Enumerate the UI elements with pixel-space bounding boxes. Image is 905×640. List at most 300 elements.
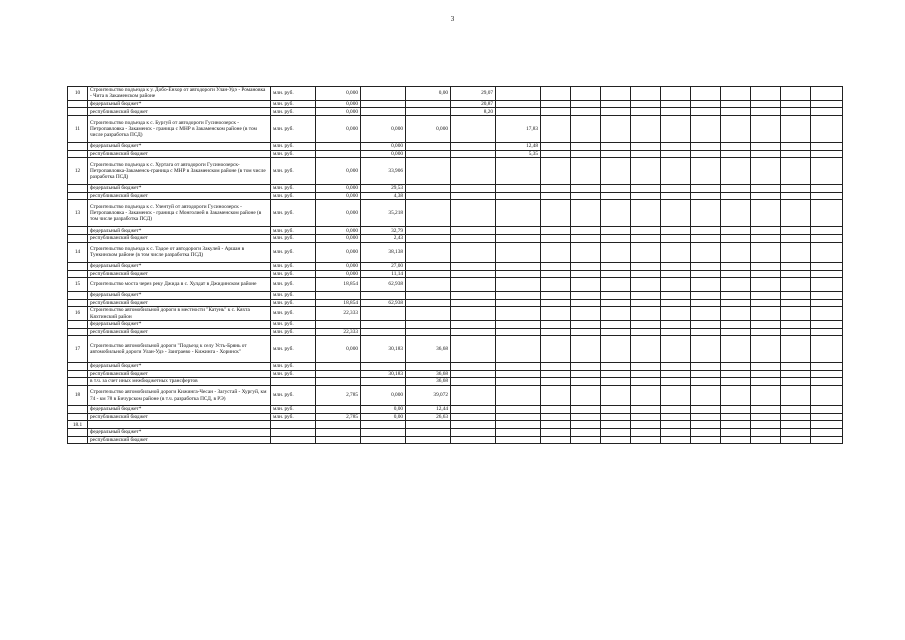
empty-cell [751, 270, 781, 278]
empty-cell [721, 242, 751, 262]
row-value-2 [361, 363, 406, 371]
empty-cell [691, 142, 721, 150]
empty-cell [601, 158, 631, 185]
row-name: республиканский бюджет [88, 270, 271, 278]
row-value-4 [451, 413, 496, 421]
row-value-4 [451, 320, 496, 328]
empty-cell [541, 320, 571, 328]
row-unit: млн. руб. [271, 363, 316, 371]
empty-cell [571, 429, 601, 437]
row-unit: млн. руб. [271, 307, 316, 321]
empty-cell [571, 142, 601, 150]
empty-cell [631, 185, 661, 193]
row-value-2 [361, 307, 406, 321]
row-unit: млн. руб. [271, 142, 316, 150]
row-number: 16 [68, 307, 88, 321]
empty-cell [811, 328, 843, 336]
row-value-1: 0,000 [316, 158, 361, 185]
row-number [68, 378, 88, 386]
empty-cell [541, 299, 571, 307]
empty-cell [541, 108, 571, 116]
empty-cell [781, 158, 811, 185]
empty-cell [751, 262, 781, 270]
row-name: республиканский бюджет [88, 150, 271, 158]
row-value-1: 0,000 [316, 242, 361, 262]
empty-cell [691, 378, 721, 386]
row-unit: млн. руб. [271, 320, 316, 328]
row-value-3 [406, 421, 451, 429]
empty-cell [691, 363, 721, 371]
empty-cell [721, 421, 751, 429]
row-name: республиканский бюджет [88, 370, 271, 378]
empty-cell [661, 278, 691, 292]
empty-cell [811, 158, 843, 185]
row-value-5 [496, 185, 541, 193]
empty-cell [631, 363, 661, 371]
row-name: федеральный бюджет* [88, 429, 271, 437]
row-value-3 [406, 150, 451, 158]
row-value-4 [451, 115, 496, 142]
row-number [68, 108, 88, 116]
row-value-3: 12,44 [406, 406, 451, 414]
empty-cell [541, 278, 571, 292]
row-name: федеральный бюджет* [88, 185, 271, 193]
empty-cell [571, 100, 601, 108]
row-value-4 [451, 307, 496, 321]
empty-cell [601, 413, 631, 421]
empty-cell [661, 370, 691, 378]
row-unit: млн. руб. [271, 87, 316, 101]
empty-cell [661, 385, 691, 405]
row-number: 10 [68, 87, 88, 101]
empty-cell [811, 320, 843, 328]
row-unit: млн. руб. [271, 242, 316, 262]
empty-cell [631, 406, 661, 414]
row-value-1: 0,000 [316, 192, 361, 200]
empty-cell [661, 436, 691, 444]
empty-cell [751, 87, 781, 101]
row-value-1: 0,000 [316, 185, 361, 193]
row-number [68, 320, 88, 328]
empty-cell [661, 307, 691, 321]
row-value-5 [496, 270, 541, 278]
budget-table [67, 86, 843, 444]
row-unit: млн. руб. [271, 108, 316, 116]
row-value-3 [406, 192, 451, 200]
empty-cell [751, 200, 781, 227]
empty-cell [691, 234, 721, 242]
row-number [68, 192, 88, 200]
empty-cell [811, 108, 843, 116]
empty-cell [661, 142, 691, 150]
empty-cell [721, 200, 751, 227]
empty-cell [571, 406, 601, 414]
table-row [68, 336, 843, 363]
empty-cell [781, 200, 811, 227]
row-value-4 [451, 336, 496, 363]
row-unit: млн. руб. [271, 406, 316, 414]
row-value-3 [406, 108, 451, 116]
row-value-1: 0,000 [316, 336, 361, 363]
row-value-5 [496, 200, 541, 227]
row-value-4 [451, 291, 496, 299]
empty-cell [571, 413, 601, 421]
row-value-1: 2,785 [316, 413, 361, 421]
empty-cell [721, 234, 751, 242]
empty-cell [811, 200, 843, 227]
empty-cell [781, 185, 811, 193]
empty-cell [661, 320, 691, 328]
page-number: 3 [450, 15, 455, 23]
row-value-4 [451, 200, 496, 227]
row-unit: млн. руб. [271, 413, 316, 421]
empty-cell [571, 436, 601, 444]
row-number: 15 [68, 278, 88, 292]
empty-cell [661, 421, 691, 429]
empty-cell [541, 185, 571, 193]
row-value-5 [496, 429, 541, 437]
table-row [68, 87, 843, 101]
empty-cell [691, 278, 721, 292]
empty-cell [541, 436, 571, 444]
empty-cell [721, 192, 751, 200]
empty-cell [631, 100, 661, 108]
empty-cell [691, 413, 721, 421]
empty-cell [721, 278, 751, 292]
row-number: 11 [68, 115, 88, 142]
empty-cell [721, 108, 751, 116]
row-value-2 [361, 421, 406, 429]
empty-cell [751, 336, 781, 363]
row-value-5 [496, 378, 541, 386]
row-value-5 [496, 108, 541, 116]
empty-cell [541, 158, 571, 185]
empty-cell [811, 406, 843, 414]
empty-cell [631, 413, 661, 421]
empty-cell [601, 363, 631, 371]
empty-cell [631, 262, 661, 270]
empty-cell [751, 363, 781, 371]
empty-cell [571, 87, 601, 101]
empty-cell [541, 115, 571, 142]
row-value-3 [406, 363, 451, 371]
row-value-5 [496, 406, 541, 414]
empty-cell [691, 108, 721, 116]
empty-cell [631, 87, 661, 101]
empty-cell [691, 307, 721, 321]
row-value-5 [496, 320, 541, 328]
row-value-4 [451, 328, 496, 336]
empty-cell [751, 328, 781, 336]
row-value-4: 8,20 [451, 108, 496, 116]
row-unit [271, 421, 316, 429]
empty-cell [601, 242, 631, 262]
empty-cell [631, 436, 661, 444]
empty-cell [601, 234, 631, 242]
empty-cell [721, 413, 751, 421]
table-row [68, 234, 843, 242]
empty-cell [811, 242, 843, 262]
empty-cell [811, 262, 843, 270]
empty-cell [661, 234, 691, 242]
empty-cell [541, 385, 571, 405]
row-number [68, 406, 88, 414]
empty-cell [601, 370, 631, 378]
empty-cell [691, 158, 721, 185]
table-row [68, 192, 843, 200]
empty-cell [691, 429, 721, 437]
budget-table-body [68, 87, 843, 444]
empty-cell [811, 291, 843, 299]
table-row [68, 115, 843, 142]
empty-cell [781, 242, 811, 262]
row-value-3 [406, 328, 451, 336]
empty-cell [781, 262, 811, 270]
empty-cell [601, 87, 631, 101]
empty-cell [691, 406, 721, 414]
row-value-1 [316, 436, 361, 444]
row-value-1: 18,854 [316, 299, 361, 307]
empty-cell [751, 385, 781, 405]
empty-cell [691, 370, 721, 378]
row-value-3 [406, 270, 451, 278]
row-name: Строительство подъезда к у. Добо-Енхор от автодороги Улан-Удэ - Романовка - Чита в Закаменском районе [88, 87, 271, 101]
empty-cell [661, 192, 691, 200]
empty-cell [571, 185, 601, 193]
empty-cell [631, 370, 661, 378]
row-value-5: 5,35 [496, 150, 541, 158]
row-value-5 [496, 370, 541, 378]
row-value-5 [496, 100, 541, 108]
empty-cell [571, 336, 601, 363]
empty-cell [631, 150, 661, 158]
empty-cell [601, 336, 631, 363]
empty-cell [661, 108, 691, 116]
row-value-3 [406, 200, 451, 227]
row-unit: млн. руб. [271, 227, 316, 235]
empty-cell [571, 378, 601, 386]
empty-cell [811, 363, 843, 371]
row-value-2 [361, 429, 406, 437]
row-value-4 [451, 150, 496, 158]
row-number: 14 [68, 242, 88, 262]
table-row [68, 262, 843, 270]
empty-cell [601, 385, 631, 405]
empty-cell [811, 87, 843, 101]
row-number [68, 227, 88, 235]
row-name: Строительство автомобильной дороги в местности "Катунь" к с. Кяхта Кяхтинский район [88, 307, 271, 321]
row-value-4 [451, 192, 496, 200]
empty-cell [781, 421, 811, 429]
row-value-3 [406, 227, 451, 235]
empty-cell [541, 192, 571, 200]
empty-cell [721, 115, 751, 142]
row-name: федеральный бюджет* [88, 363, 271, 371]
empty-cell [721, 307, 751, 321]
empty-cell [721, 185, 751, 193]
row-value-2 [361, 100, 406, 108]
row-unit [271, 429, 316, 437]
empty-cell [661, 100, 691, 108]
table-row [68, 227, 843, 235]
empty-cell [661, 299, 691, 307]
empty-cell [631, 227, 661, 235]
row-value-3: 36,68 [406, 378, 451, 386]
empty-cell [721, 262, 751, 270]
empty-cell [631, 320, 661, 328]
row-value-5 [496, 87, 541, 101]
empty-cell [811, 227, 843, 235]
empty-cell [661, 158, 691, 185]
table-row [68, 185, 843, 193]
row-value-1: 0,000 [316, 234, 361, 242]
empty-cell [691, 227, 721, 235]
row-unit: млн. руб. [271, 234, 316, 242]
table-row [68, 378, 843, 386]
empty-cell [691, 291, 721, 299]
empty-cell [571, 320, 601, 328]
empty-cell [631, 328, 661, 336]
empty-cell [631, 421, 661, 429]
row-value-4 [451, 278, 496, 292]
row-value-3 [406, 320, 451, 328]
empty-cell [601, 270, 631, 278]
empty-cell [541, 200, 571, 227]
row-unit: млн. руб. [271, 270, 316, 278]
row-value-1: 18,854 [316, 278, 361, 292]
empty-cell [541, 378, 571, 386]
empty-cell [691, 200, 721, 227]
empty-cell [631, 378, 661, 386]
empty-cell [691, 262, 721, 270]
row-value-1 [316, 378, 361, 386]
row-name: республиканский бюджет [88, 192, 271, 200]
row-value-1: 22,333 [316, 307, 361, 321]
row-value-2: 0,000 [361, 385, 406, 405]
empty-cell [781, 436, 811, 444]
empty-cell [781, 363, 811, 371]
row-number [68, 270, 88, 278]
empty-cell [601, 406, 631, 414]
empty-cell [631, 385, 661, 405]
empty-cell [721, 336, 751, 363]
empty-cell [541, 406, 571, 414]
empty-cell [661, 336, 691, 363]
empty-cell [571, 307, 601, 321]
empty-cell [661, 291, 691, 299]
empty-cell [691, 421, 721, 429]
row-value-2: 30,183 [361, 370, 406, 378]
empty-cell [781, 299, 811, 307]
empty-cell [721, 429, 751, 437]
row-value-1 [316, 363, 361, 371]
row-name: федеральный бюджет* [88, 406, 271, 414]
row-value-1: 0,000 [316, 108, 361, 116]
empty-cell [781, 291, 811, 299]
empty-cell [751, 227, 781, 235]
row-value-4 [451, 158, 496, 185]
empty-cell [751, 291, 781, 299]
row-unit: млн. руб. [271, 158, 316, 185]
row-value-1 [316, 429, 361, 437]
empty-cell [811, 307, 843, 321]
table-row [68, 421, 843, 429]
empty-cell [781, 108, 811, 116]
empty-cell [601, 227, 631, 235]
row-unit: млн. руб. [271, 200, 316, 227]
empty-cell [751, 413, 781, 421]
empty-cell [541, 100, 571, 108]
row-value-4 [451, 385, 496, 405]
empty-cell [571, 234, 601, 242]
empty-cell [781, 115, 811, 142]
empty-cell [721, 370, 751, 378]
row-value-4 [451, 363, 496, 371]
empty-cell [811, 150, 843, 158]
row-value-1: 0,000 [316, 87, 361, 101]
row-number [68, 150, 88, 158]
table-row [68, 158, 843, 185]
table-row [68, 291, 843, 299]
empty-cell [691, 270, 721, 278]
empty-cell [781, 100, 811, 108]
empty-cell [811, 429, 843, 437]
row-number [68, 100, 88, 108]
empty-cell [721, 436, 751, 444]
row-number [68, 299, 88, 307]
empty-cell [721, 299, 751, 307]
empty-cell [661, 227, 691, 235]
empty-cell [661, 328, 691, 336]
empty-cell [661, 413, 691, 421]
empty-cell [781, 328, 811, 336]
empty-cell [541, 429, 571, 437]
row-name: республиканский бюджет [88, 328, 271, 336]
empty-cell [631, 115, 661, 142]
empty-cell [751, 100, 781, 108]
empty-cell [751, 378, 781, 386]
empty-cell [601, 421, 631, 429]
row-value-3 [406, 234, 451, 242]
empty-cell [541, 370, 571, 378]
row-value-1: 0,000 [316, 262, 361, 270]
row-value-3: 39,072 [406, 385, 451, 405]
empty-cell [661, 150, 691, 158]
row-value-1 [316, 406, 361, 414]
row-value-4 [451, 270, 496, 278]
empty-cell [781, 270, 811, 278]
empty-cell [601, 108, 631, 116]
empty-cell [811, 100, 843, 108]
row-number: 12 [68, 158, 88, 185]
row-value-4: 20,87 [451, 100, 496, 108]
empty-cell [691, 299, 721, 307]
empty-cell [571, 370, 601, 378]
empty-cell [751, 320, 781, 328]
empty-cell [601, 185, 631, 193]
row-name: республиканский бюджет [88, 436, 271, 444]
table-row [68, 307, 843, 321]
row-value-5 [496, 158, 541, 185]
empty-cell [571, 227, 601, 235]
empty-cell [601, 142, 631, 150]
row-name: федеральный бюджет* [88, 291, 271, 299]
row-name: Строительство подъезда к с. Хуртага от автодороги Гусиноозерск-Петропавловка-Закаменск-граница с МНР в Закаменском районе (в том числе разработка ПСД) [88, 158, 271, 185]
row-unit: млн. руб. [271, 100, 316, 108]
row-name: Строительство моста через реку Джида в с. Хулдат в Джидинском районе [88, 278, 271, 292]
empty-cell [541, 142, 571, 150]
row-unit: млн. руб. [271, 192, 316, 200]
